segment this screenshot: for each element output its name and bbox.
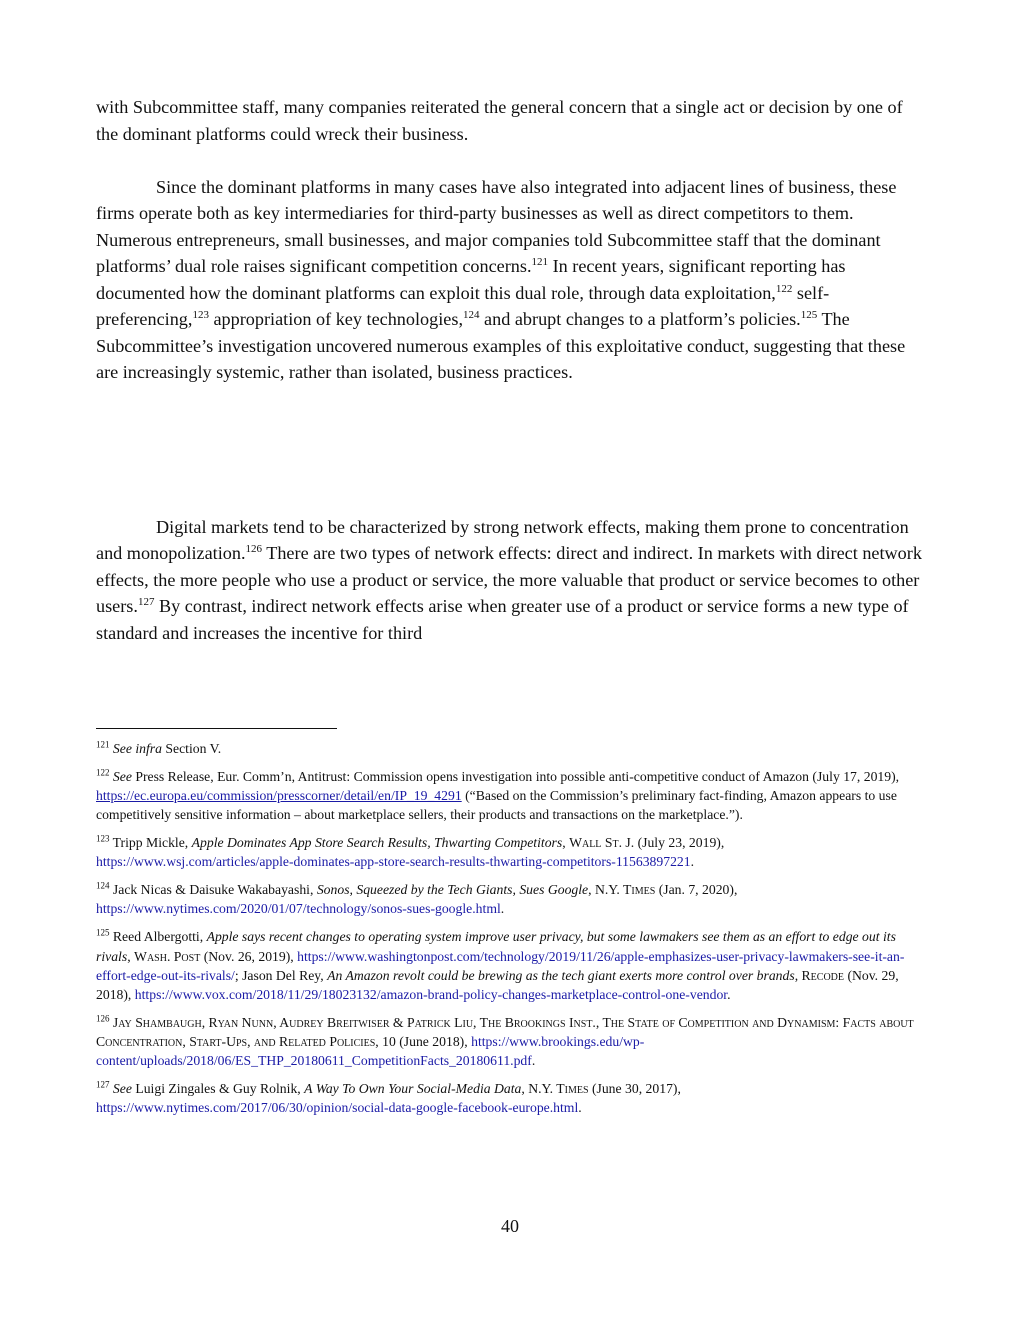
footnote-ref-127[interactable]: 127 — [137, 595, 155, 608]
paragraph-1: with Subcommittee staff, many companies reiterated the general concern that a single act or decision by one of the dominant platforms could wreck their business. — [96, 97, 903, 144]
footnote-127: $^{127}$ See Luigi Zingales & Guy Rolnik, A Way To Own Your Social-Media Data, N.Y. Times (June 30, 2017), https://www.nytimes.com/2017/06/30/opinion/social-data-google-facebook-europe.html. — [96, 1079, 681, 1116]
page-number: 40 — [501, 1216, 519, 1236]
footnote-ref-123[interactable]: 123 — [192, 308, 209, 321]
footnote-126-link[interactable]: https://www.brookings.edu/wp-content/uploads/2018/06/ES_THP_20180611_CompetitionFacts_20180611.pdf — [96, 1034, 645, 1069]
footnote-122: $^{122}$ See Press Release, Eur. Comm’n, Antitrust: Commission opens investigation into possible anti-competitive conduct of Amazon (July 17, 2019), https://ec.europa.eu/commission/presscorner/detail/en/IP_19_4291 (“Based on the Commission’s preliminary fact-finding, Amazon appears to use competitively sensitive information – about marketplace sellers, their products and transactions on the marketplace.”). — [96, 767, 900, 823]
footnote-ref-121[interactable]: 121 — [531, 255, 549, 268]
paragraph-3: Digital markets tend to be characterized by strong network effects, making them prone to concentration and monopolization.$^{126}$ There are two types of network effects: direct and indirect. In markets with direct network effects, the more people who use a product or service, the more valuable that product or service becomes to other users.$^{127}$ By contrast, indirect network effects arise when greater use of a product or service forms a new type of standard and increases the incentive for third — [96, 516, 922, 643]
subsection-heading-network-effects — [96, 465, 922, 492]
footnote-ref-126[interactable]: 126 — [245, 542, 263, 555]
footnote-123-link[interactable]: https://www.wsj.com/articles/apple-dominates-app-store-search-results-thwarting-competitors-11563897221 — [96, 854, 691, 870]
footnote-126: $^{126}$ Jay Shambaugh, Ryan Nunn, Audrey Breitwiser & Patrick Liu, The Brookings Inst., The State of Competition and Dynamism: Facts about Concentration, Start-Ups, and Related Policies, 10 (June 2018), https://www.brookings.edu/wp-content/uploads/2018/06/ES_THP_20180611_CompetitionFacts_20180611.pdf. — [96, 1013, 914, 1069]
footnote-123: $^{123}$ Tripp Mickle, Apple Dominates App Store Search Results, Thwarting Competitors, Wall St. J. (July 23, 2019), https://www.wsj.com/articles/apple-dominates-app-store-search-results-thwarting-competitors-11563897221. — [96, 833, 725, 870]
paragraph-2: Since the dominant platforms in many cases have also integrated into adjacent lines of business, these firms operate both as key intermediaries for third-party businesses as well as direct competitors to them. Numerous entrepreneurs, small businesses, and major companies told Subcommittee staff that the dominant platforms’ dual role raises significant competition concerns.$^{121}$ In recent years, significant reporting has documented how the dominant platforms can exploit this dual role, through data exploitation,$^{122}$ self-preferencing,$^{123}$ appropriation of key technologies,$^{124}$ and abrupt changes to a platform’s policies.$^{125}$ The Subcommittee’s investigation uncovered numerous examples of this exploitative conduct, suggesting that these are increasingly systemic, rather than isolated, business practices. — [96, 176, 906, 382]
footnote-125-link-2[interactable]: https://www.vox.com/2018/11/29/18023132/amazon-brand-policy-changes-marketplace-control-one-vendor — [134, 986, 728, 1002]
footnote-122-link[interactable]: https://ec.europa.eu/commission/presscorner/detail/en/IP_19_4291 — [96, 788, 462, 804]
footnote-127-link[interactable]: https://www.nytimes.com/2017/06/30/opinion/social-data-google-facebook-europe.html — [96, 1100, 579, 1116]
footnote-ref-122[interactable]: 122 — [775, 282, 793, 295]
body-text — [96, 94, 922, 646]
footnote-125: $^{125}$ Reed Albergotti, Apple says recent changes to operating system improve user privacy, but some lawmakers see them as an effort to edge out its rivals, Wash. Post (Nov. 26, 2019), https://www.washingtonpost.com/technology/2019/11/26/apple-emphasizes-user-privacy-lawmakers-see-it-an-effort-edge-out-its-rivals/; Jason Del Rey, An Amazon revolt could be brewing as the tech giant exerts more control over brands, Recode (Nov. 29, 2018), https://www.vox.com/2018/11/29/18023132/amazon-brand-policy-changes-marketplace-control-one-vendor. — [96, 927, 905, 1002]
footnote-125-link-1[interactable]: https://www.washingtonpost.com/technology/2019/11/26/apple-emphasizes-user-privacy-lawmakers-see-it-an-effort-edge-out-its-rivals/ — [96, 948, 905, 983]
section-heading-barriers — [96, 412, 922, 439]
footnote-124: $^{124}$ Jack Nicas & Daisuke Wakabayashi, Sonos, Squeezed by the Tech Giants, Sues Google, N.Y. Times (Jan. 7, 2020), https://www.nytimes.com/2020/01/07/technology/sonos-sues-google.html. — [96, 880, 738, 917]
footnote-ref-125[interactable]: 125 — [800, 308, 818, 321]
footnotes — [96, 739, 922, 1126]
document-page — [96, 94, 922, 646]
footnote-124-link[interactable]: https://www.nytimes.com/2020/01/07/technology/sonos-sues-google.html — [96, 901, 501, 917]
footnote-121: $^{121}$ See infra Section V. — [96, 739, 222, 756]
footnote-separator — [96, 728, 337, 729]
footnote-ref-124[interactable]: 124 — [463, 308, 480, 321]
